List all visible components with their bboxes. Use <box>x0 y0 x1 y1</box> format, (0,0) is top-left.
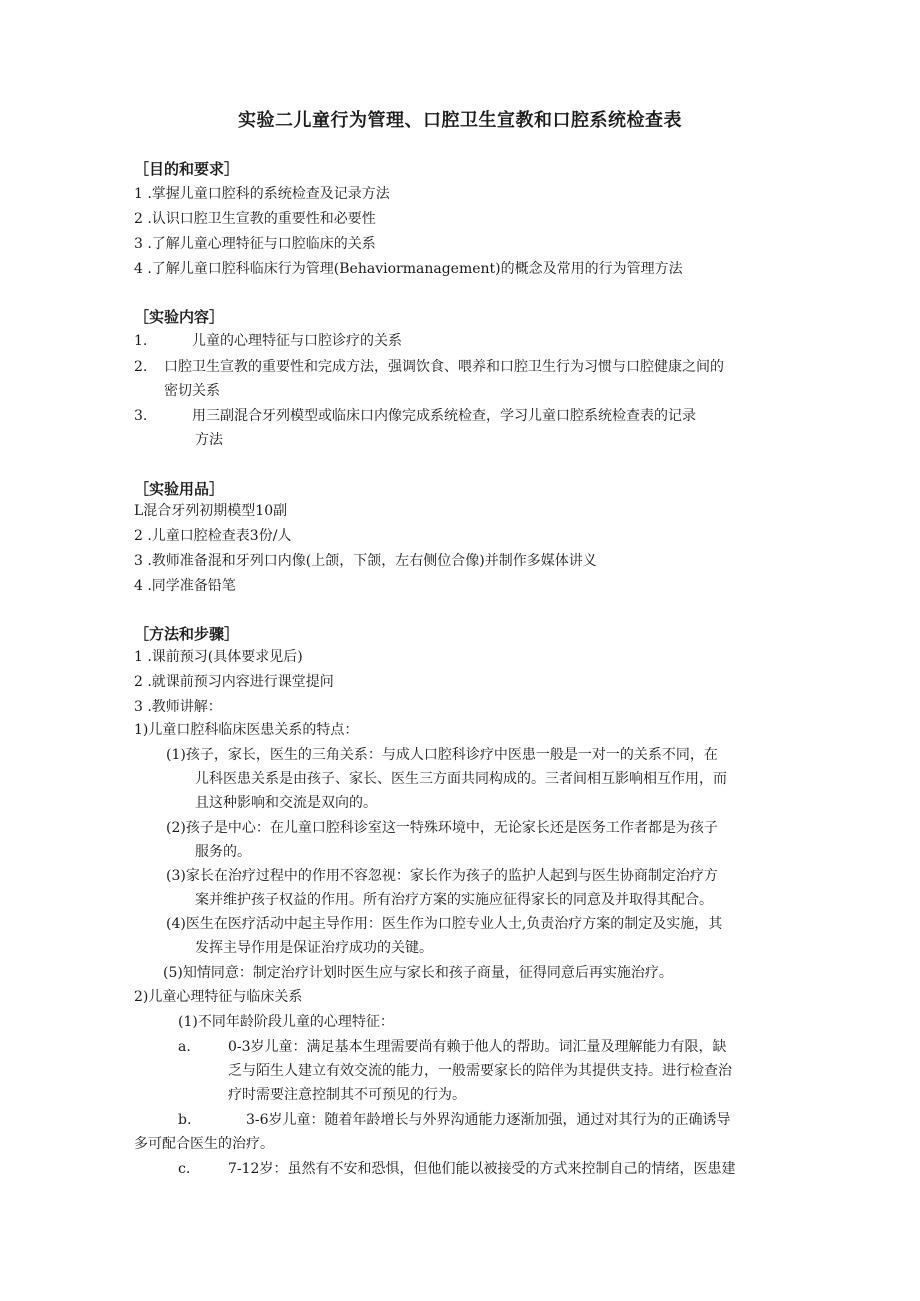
age-stage-text: 7-12岁：虽然有不安和恐惧，但他们能以被接受的方式来控制自己的情绪，医患建 <box>228 1161 736 1177</box>
section-heading-methods: ［方法和步骤］ <box>134 625 240 643</box>
goal-item: 3 .了解儿童心理特征与口腔临床的关系 <box>134 236 376 252</box>
goal-item: 1 .掌握儿童口腔科的系统检查及记录方法 <box>134 186 390 202</box>
age-stage-text: 多可配合医生的治疗。 <box>134 1136 274 1152</box>
method-step: 2 .就课前预习内容进行课堂提问 <box>134 674 334 690</box>
relationship-item: (1)孩子，家长，医生的三角关系：与成人口腔科诊疗中医患一般是一对一的关系不同，在 <box>166 747 718 763</box>
content-item-text: 口腔卫生宣教的重要性和完成方法，强调饮食、喂养和口腔卫生行为习惯与口腔健康之间的 <box>164 359 724 375</box>
age-stage-label: b. <box>178 1112 192 1128</box>
age-stage-text: 3-6岁儿童：随着年龄增长与外界沟通能力逐渐加强，通过对其行为的正确诱导 <box>246 1112 731 1128</box>
age-stage-label: a. <box>178 1039 191 1055</box>
relationship-item: (3)家长在治疗过程中的作用不容忽视：家长作为孩子的监护人起到与医生协商制定治疗方 <box>166 868 718 884</box>
content-item-number: 2. <box>134 359 148 375</box>
section-heading-goals: ［目的和要求］ <box>134 160 240 178</box>
relationship-item: 发挥主导作用是保证治疗成功的关键。 <box>195 940 433 956</box>
goal-item: 4 .了解儿童口腔科临床行为管理(Behaviormanagement)的概念及常用的行为管理方法 <box>134 261 683 277</box>
age-stage-intro: (1)不同年龄阶段儿童的心理特征： <box>178 1014 394 1030</box>
age-stage-text: 乏与陌生人建立有效交流的能力，一般需要家长的陪伴为其提供支持。进行检查治 <box>228 1063 732 1079</box>
relationship-item: 服务的。 <box>195 844 251 860</box>
relationship-item: 案并维护孩子权益的作用。所有治疗方案的实施应征得家长的同意及并取得其配合。 <box>195 892 713 908</box>
content-item-text: 用三副混合牙列模型或临床口内像完成系统检查，学习儿童口腔系统检查表的记录 <box>192 408 696 424</box>
content-item-text: 密切关系 <box>164 383 220 399</box>
content-item-text: 方法 <box>195 432 223 448</box>
age-stage-text: 疗时需要注意控制其不可预见的行为。 <box>228 1087 466 1103</box>
subsection-heading: 2)儿童心理特征与临床关系 <box>134 989 303 1005</box>
relationship-item: (5)知情同意：制定治疗计划时医生应与家长和孩子商量，征得同意后再实施治疗。 <box>163 965 673 981</box>
subsection-heading: 1)儿童口腔科临床医患关系的特点： <box>134 722 359 738</box>
relationship-item: 儿科医患关系是由孩子、家长、医生三方面共同构成的。三者间相互影响相互作用，而 <box>195 771 727 787</box>
page-title: 实验二儿童行为管理、口腔卫生宣教和口腔系统检查表 <box>238 110 682 131</box>
age-stage-label: c. <box>178 1161 191 1177</box>
relationship-item: (4)医生在医疗活动中起主导作用：医生作为口腔专业人士,负责治疗方案的制定及实施，其 <box>166 916 723 932</box>
relationship-item: (2)孩子是中心：在儿童口腔科诊室这一特殊环境中，无论家长还是医务工作者都是为孩子 <box>166 820 718 836</box>
relationship-item: 且这种影响和交流是双向的。 <box>195 795 377 811</box>
supply-item: L混合牙列初期模型10副 <box>134 503 288 519</box>
age-stage-text: 0-3岁儿童：满足基本生理需要尚有赖于他人的帮助。词汇量及理解能力有限，缺 <box>228 1039 727 1055</box>
content-item-number: 1. <box>134 333 148 349</box>
section-heading-supplies: ［实验用品］ <box>134 480 225 498</box>
content-item-text: 儿童的心理特征与口腔诊疗的关系 <box>192 333 402 349</box>
content-item-number: 3. <box>134 408 148 424</box>
method-step: 1 .课前预习(具体要求见后) <box>134 649 303 665</box>
supply-item: 4 .同学准备铅笔 <box>134 578 236 594</box>
section-heading-content: ［实验内容］ <box>134 308 225 326</box>
supply-item: 2 .儿童口腔检查表3份/人 <box>134 528 292 544</box>
method-step: 3 .教师讲解： <box>134 699 222 715</box>
supply-item: 3 .教师准备混和牙列口内像(上颌，下颌，左右侧位合像)并制作多媒体讲义 <box>134 553 597 569</box>
goal-item: 2 .认识口腔卫生宣教的重要性和必要性 <box>134 211 376 227</box>
